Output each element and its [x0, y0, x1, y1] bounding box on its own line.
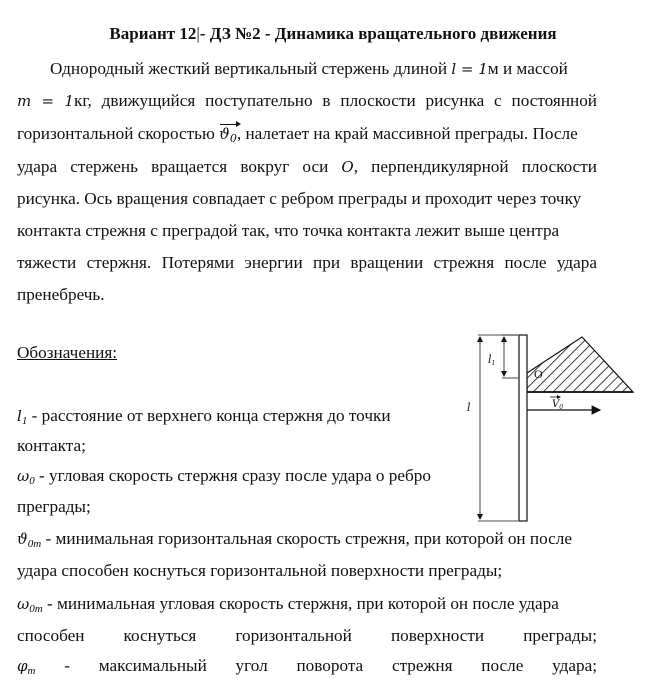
notation-phim: $\varphi_m$ - максимальный угол поворота стрежня после удара; [17, 656, 597, 677]
formula-mass: m = 1 [17, 92, 74, 110]
notation-v0m-cont: удара способен коснуться горизонтальной поверхности преграды; [17, 561, 503, 580]
title-variant: Вариант 12 [109, 24, 197, 43]
label-axis-O: O [534, 367, 543, 381]
problem-line-8: пренебречь. [17, 285, 105, 304]
svg-text:l: l [467, 401, 471, 414]
problem-line-4: удара стержень вращается вокруг оси O, перпендикулярной плоскости [17, 157, 597, 176]
notation-w0m: $\omega_{0m}$ - минимальная угловая скорость стержня, при которой он после удара [17, 594, 559, 615]
notation-heading: Обозначения: [17, 343, 118, 362]
title-rest: - ДЗ №2 - Динамика вращательного движения [199, 24, 557, 43]
problem-line-6: контакта стрежня с преградой так, что точка контакта лежит выше центра [17, 221, 560, 240]
rod-barrier-diagram [456, 330, 646, 525]
dimension-l1 [488, 335, 518, 378]
text-caret: | [196, 24, 200, 43]
page-title [0, 24, 666, 44]
notation-w0-cont: преграды; [17, 497, 91, 516]
formula-length: l = 1 [451, 60, 488, 78]
velocity-arrow [527, 395, 600, 411]
velocity-vector-symbol: $ϑ_0$ [219, 125, 237, 145]
problem-line-7: тяжести стержня. Потерями энергии при вращении стрежня после удара [17, 253, 597, 272]
problem-line-3: горизонтальной скоростью $ϑ_0$, налетает на край массивной преграды. После [17, 124, 578, 145]
notation-l1-cont: контакта; [17, 436, 86, 455]
problem-line-1: Однородный жесткий вертикальный стержень длиной l = 1м и массой [50, 59, 568, 78]
notation-v0m: $ϑ_{0m}$ - минимальная горизонтальная скорость стрежня, при которой он после [17, 529, 572, 550]
notation-w0m-cont: способен коснуться горизонтальной поверхности преграды; [17, 626, 597, 645]
notation-l1: $l_1$ - расстояние от верхнего конца стержня до точки [17, 406, 391, 427]
barrier [527, 337, 633, 392]
problem-line-5: рисунка. Ось вращения совпадает с ребром преграды и проходит через точку [17, 189, 582, 208]
svg-text:V0: $V_0$ [552, 399, 564, 411]
rod [519, 335, 527, 521]
problem-line-2: m = 1кг, движущийся поступательно в плоскости рисунка с постоянной [17, 91, 598, 110]
notation-w0: $\omega_0$ - угловая скорость стержня сразу после удара о ребро [17, 466, 431, 487]
svg-text:l1: l1 [488, 353, 496, 367]
axis-symbol: O [341, 158, 354, 176]
